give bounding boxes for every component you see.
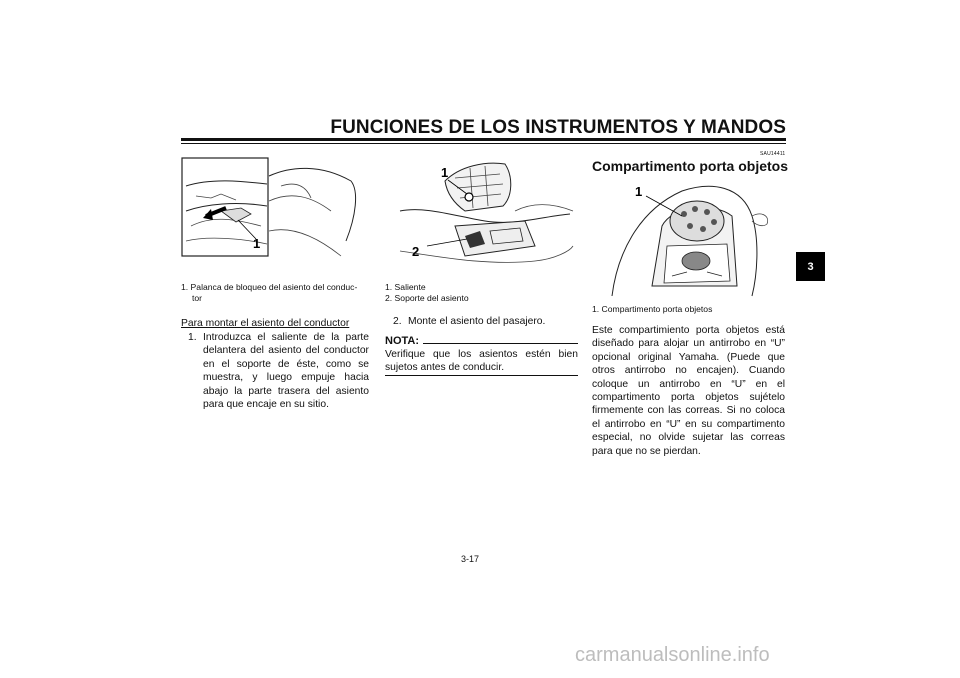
nota-rule-top [423, 343, 578, 344]
caption-line: 1. Compartimento porta objetos [592, 304, 713, 314]
storage-compartment-figure [592, 176, 782, 301]
caption-line: 1. Palanca de bloqueo del asiento del conduc- [181, 282, 358, 292]
step-2 [393, 315, 578, 329]
page-number: 3-17 [461, 554, 480, 564]
figure-callout-1: 1 [441, 165, 449, 180]
seat-lock-figure [181, 156, 364, 276]
step-text: Introduzca el saliente de la parte delantera del asiento del conductor en el soporte de éste, como se muestra, y luego empuje hacia abajo la parte trasera del asiento para que encaje en su sitio. [203, 332, 369, 411]
reference-code: SAU14411 [760, 151, 786, 157]
nota-label: NOTA: [385, 335, 420, 347]
caption-line: tor [192, 293, 203, 303]
title-rule-thin [181, 143, 786, 144]
storage-body-text: Este compartimiento porta objetos está diseñado para alojar un antirrobo en “U” opcional original Yamaha. (Puede que otros antirrobo no encajen). Cuando coloque un antirrobo en “U” en el compartimento porta objetos sujételo firmemente con las correas. Si no coloca el antirrobo en “U” en su compartimento especial, no olvide sujetar las correas para que no se pierdan. [592, 325, 785, 457]
middle-figure-caption [385, 282, 469, 304]
nota-text: Verifique que los asientos estén bien sujetos antes de conducir. [385, 349, 578, 374]
figure-callout-1: 1 [253, 236, 261, 251]
watermark[interactable]: carmanualsonline.info [575, 644, 770, 666]
seat-bracket-figure [385, 156, 575, 276]
step-number: 2. [393, 316, 402, 327]
chapter-tab[interactable]: 3 [796, 252, 825, 281]
right-figure-caption [592, 304, 712, 315]
caption-line: 1. Saliente [385, 282, 426, 292]
nota-rule-bottom [385, 375, 578, 376]
title-rule [181, 138, 786, 141]
section-title: Compartimento porta objetos [592, 158, 789, 174]
figure-callout-1: 1 [635, 184, 643, 199]
page-title: FUNCIONES DE LOS INSTRUMENTOS Y MANDOS [330, 117, 786, 138]
install-seat-subheading: Para montar el asiento del conductor [181, 318, 350, 329]
figure-callout-2: 2 [412, 244, 420, 259]
left-figure-caption [181, 282, 357, 304]
step-text: Monte el asiento del pasajero. [408, 316, 546, 327]
caption-line: 2. Soporte del asiento [385, 293, 469, 303]
step-1 [188, 331, 369, 411]
step-number: 1. [188, 332, 197, 343]
